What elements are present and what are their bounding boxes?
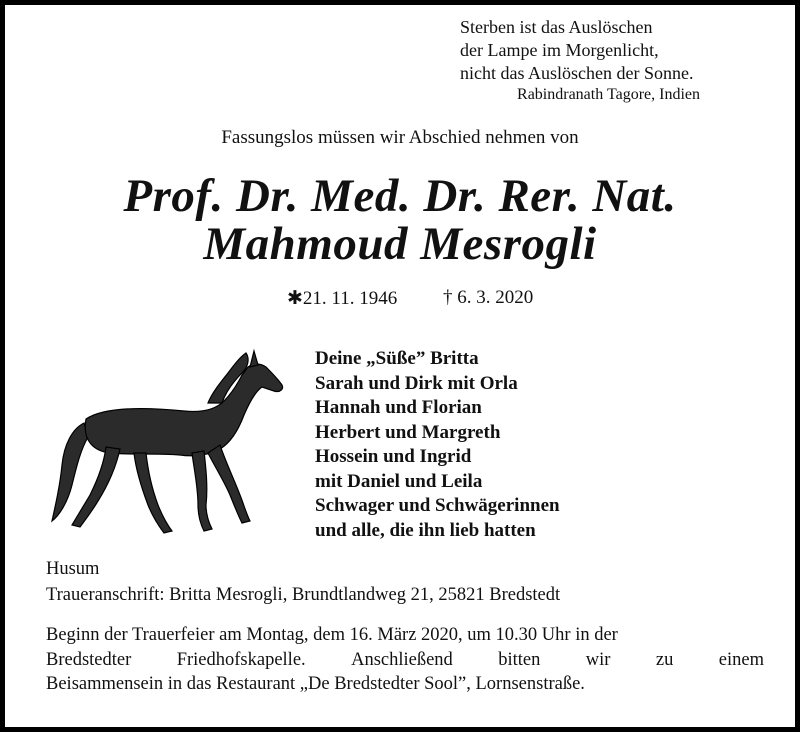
ceremony-line: [46, 648, 764, 673]
death-date: † 6. 3. 2020: [443, 287, 534, 308]
city: Husum: [46, 559, 100, 579]
ceremony-line: Beginn der Trauerfeier am Montag, dem 16. März 2020, um 10.30 Uhr in der: [46, 625, 618, 645]
family-member: Hannah und Florian: [315, 397, 482, 418]
deceased-name: [0, 172, 800, 268]
quote-line: nicht das Auslöschen der Sonne.: [460, 63, 694, 83]
address-block: [46, 556, 560, 608]
quote-line: der Lampe im Morgenlicht,: [460, 40, 659, 60]
ceremony-word: einem: [718, 649, 764, 670]
intro-text: Fassungslos müssen wir Abschied nehmen von: [221, 127, 579, 148]
deceased-full-name: Mahmoud Mesrogli: [203, 218, 597, 270]
family-member: Sarah und Dirk mit Orla: [315, 372, 518, 394]
family-list: [315, 347, 560, 543]
quote-author: Rabindranath Tagore, Indien: [517, 86, 700, 103]
family-member: Deine „Süße” Britta: [315, 348, 479, 369]
family-member: Schwager und Schwägerinnen: [315, 495, 560, 516]
ceremony-word: zu: [655, 649, 674, 670]
family-member: Hossein und Ingrid: [315, 446, 472, 467]
deceased-title: Prof. Dr. Med. Dr. Rer. Nat.: [123, 170, 677, 222]
birth-date: ✱21. 11. 1946: [287, 288, 398, 309]
ceremony-line: Beisammensein in das Restaurant „De Bredstedter Sool”, Lornsenstraße.: [46, 674, 585, 694]
family-member: und alle, die ihn lieb hatten: [315, 519, 536, 541]
epigraph-quote: [460, 16, 760, 105]
ceremony-word: bitten: [498, 649, 541, 670]
horse-silhouette-icon: [44, 345, 286, 537]
ceremony-word: wir: [585, 649, 611, 670]
family-member: mit Daniel und Leila: [315, 470, 483, 492]
ceremony-word: Bredstedter: [46, 649, 132, 670]
mourning-address: Traueranschrift: Britta Mesrogli, Brundtlandweg 21, 25821 Bredstedt: [46, 585, 561, 605]
ceremony-word: Friedhofskapelle.: [176, 649, 306, 670]
quote-line: Sterben ist das Auslöschen: [460, 17, 653, 37]
family-member: Herbert und Margreth: [315, 421, 501, 443]
ceremony-info: [46, 623, 764, 697]
ceremony-word: Anschließend: [351, 649, 453, 670]
